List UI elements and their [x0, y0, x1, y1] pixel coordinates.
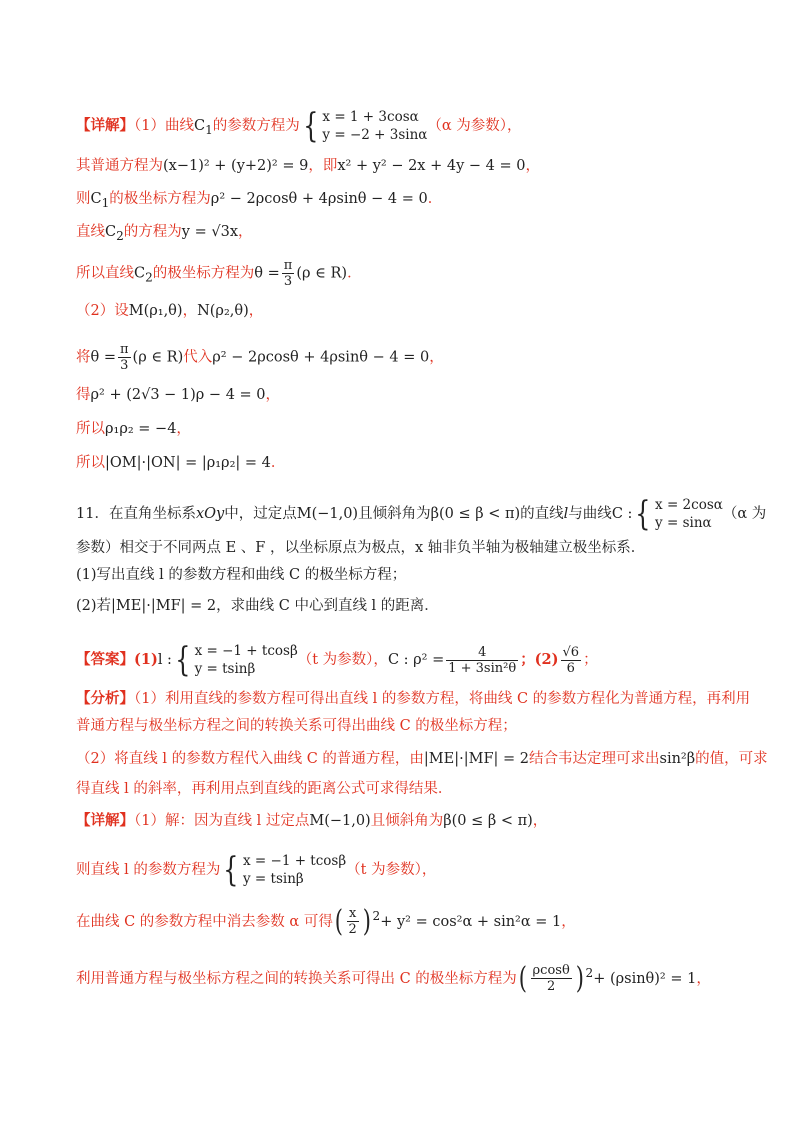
- question-number: 11．: [76, 506, 109, 522]
- left-brace: {: [175, 640, 191, 680]
- left-brace: {: [635, 494, 651, 534]
- detail-line-7: 将θ = $\frac{\pi}{3}$ (ρ ∈ R)代入ρ² − 2ρcosθ + 4ρsinθ − 4 = 0，: [76, 342, 444, 373]
- detail-line-10: 所以|OM|·|ON| = |ρ₁ρ₂| = 4．: [76, 455, 286, 471]
- detail2-line-2: 则直线 l 的参数方程为{ x = −1 + tcosβ y = tsinβ （t 为参数），: [76, 850, 437, 890]
- detail-line-1: 【详解】（1）曲线$C_1$的参数方程为{ x = 1 + 3cosα y = −2 + 3sinα （α 为参数），: [76, 106, 522, 146]
- detail-line-9: 所以ρ₁ρ₂ = −4，: [76, 421, 191, 437]
- question-11-part-1: (1)写出直线 l 的参数方程和曲线 C 的极坐标方程；: [76, 567, 407, 583]
- detail2-line-4: 利用普通方程与极坐标方程之间的转换关系可得出 C 的极坐标方程为( $\frac{\rho\cos\theta}{2}$ ) $^2$+ (ρsinθ)² = 1，: [76, 960, 711, 996]
- detail-line-8: 得ρ² + (2√3 − 1)ρ − 4 = 0，: [76, 387, 281, 403]
- question-11-part-2: (2)若|ME|·|MF| = 2，求曲线 C 中心到直线 l 的距离．: [76, 598, 439, 614]
- question-11-line-2: 参数）相交于不同两点 E 、F ，以坐标原点为极点，x 轴非负半轴为极轴建立极坐标系．: [76, 540, 646, 556]
- answer-label: 【答案】: [76, 651, 134, 668]
- left-brace: {: [303, 106, 319, 146]
- equation-system: x = 2cosα y = sinα: [655, 497, 723, 531]
- answer-line: 【答案】(1)l :{ x = −1 + tcosβ y = tsinβ （t 为参数），C : ρ² = $\frac{4}{\text{1 + 3sin²θ}}$ ；(2) $\frac{√6}{6}$ ；: [76, 640, 598, 680]
- analysis-line-3: （2）将直线 l 的参数方程代入曲线 C 的普通方程，由|ME|·|MF| = 2结合韦达定理可求出sin²β的值，可求: [76, 751, 768, 767]
- detail-line-5: 所以直线$C_2$的极坐标方程为θ = $\frac{\pi}{3}$ (ρ ∈ R)．: [76, 258, 362, 289]
- question-11-line-1: 11．在直角坐标系xOy中，过定点M(−1,0)且倾斜角为β(0 ≤ β < π)的直线l与曲线C :{ x = 2cosα y = sinα （α 为: [76, 494, 767, 534]
- detail2-label: 【详解】: [76, 812, 134, 829]
- detail2-line-3: 在曲线 C 的参数方程中消去参数 α 可得( $\frac{x}{2}$ ) $^2$+ y² = cos²α + sin²α = 1，: [76, 903, 576, 939]
- equation-system: x = −1 + tcosβ y = tsinβ: [243, 853, 347, 887]
- detail-line-3: 则$C_1$的极坐标方程为ρ² − 2ρcosθ + 4ρsinθ − 4 = 0．: [76, 191, 443, 210]
- analysis-line-2: 普通方程与极坐标方程之间的转换关系可得出曲线 C 的极坐标方程；: [76, 718, 517, 734]
- left-brace: {: [223, 850, 239, 890]
- equation-system: x = 1 + 3cosα y = −2 + 3sinα: [322, 109, 428, 143]
- equation-system: x = −1 + tcosβ y = tsinβ: [194, 643, 298, 677]
- analysis-label: 【分析】: [76, 690, 134, 707]
- detail-line-2: 其普通方程为(x−1)² + (y+2)² = 9，即x² + y² − 2x + 4y − 4 = 0，: [76, 158, 540, 174]
- detail-line-4: 直线$C_2$的方程为y = √3x，: [76, 224, 253, 243]
- analysis-line-1: 【分析】（1）利用直线的参数方程可得出直线 l 的参数方程，将曲线 C 的参数方程化为普通方程，再利用: [76, 690, 751, 707]
- detail-line-6: （2）设M(ρ₁,θ)，N(ρ₂,θ)，: [76, 303, 264, 319]
- analysis-line-4: 得直线 l 的斜率，再利用点到直线的距离公式可求得结果．: [76, 781, 453, 797]
- detail2-line-1: 【详解】（1）解：因为直线 l 过定点M(−1,0)且倾斜角为β(0 ≤ β < π)，: [76, 812, 548, 829]
- detail-label: 【详解】: [76, 117, 134, 134]
